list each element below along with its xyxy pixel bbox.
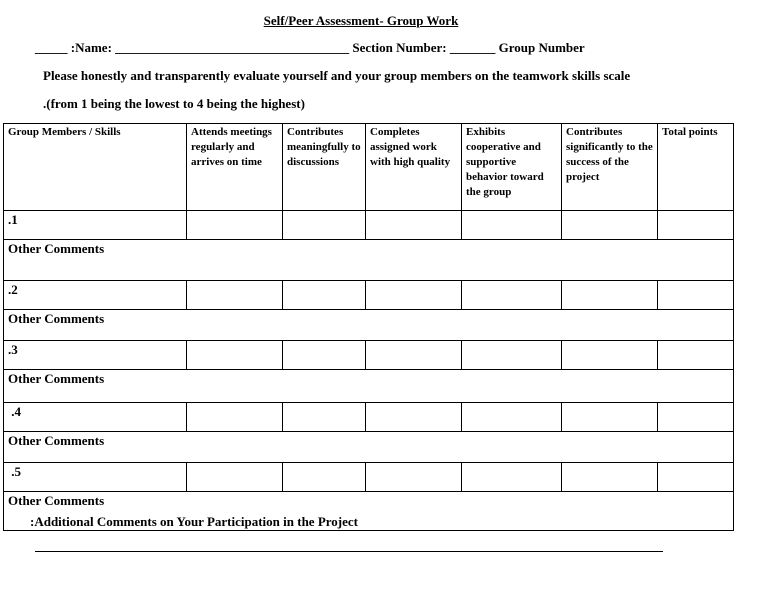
score-cell[interactable]	[366, 341, 462, 370]
score-cell[interactable]	[658, 403, 734, 432]
score-cell[interactable]	[462, 403, 562, 432]
member-number: .2	[4, 281, 187, 310]
column-header: Contributes significantly to the success of the project	[562, 124, 658, 211]
score-cell[interactable]	[562, 403, 658, 432]
score-cell[interactable]	[562, 341, 658, 370]
score-cell[interactable]	[462, 341, 562, 370]
score-cell[interactable]	[283, 463, 366, 492]
other-comments-label: Other Comments	[8, 311, 105, 326]
other-comments-cell[interactable]	[4, 240, 734, 281]
column-header: Completes assigned work with high quality	[366, 124, 462, 211]
score-cell[interactable]	[187, 211, 283, 240]
assessment-table	[3, 123, 734, 531]
score-cell[interactable]	[658, 211, 734, 240]
comments-row	[4, 370, 734, 403]
table-row	[4, 211, 734, 240]
score-cell[interactable]	[187, 281, 283, 310]
score-cell[interactable]	[658, 341, 734, 370]
column-header: Total points	[658, 124, 734, 211]
score-cell[interactable]	[187, 341, 283, 370]
score-cell[interactable]	[658, 281, 734, 310]
column-header: Contributes meaningfully to discussions	[283, 124, 366, 211]
table-row	[4, 281, 734, 310]
score-cell[interactable]	[562, 281, 658, 310]
additional-comments-line	[35, 551, 663, 552]
score-cell[interactable]	[366, 211, 462, 240]
score-cell[interactable]	[187, 403, 283, 432]
assessment-table-body	[4, 124, 734, 531]
table-row	[4, 403, 734, 432]
comments-row	[4, 432, 734, 463]
page-title: Self/Peer Assessment- Group Work	[263, 13, 459, 28]
score-cell[interactable]	[283, 211, 366, 240]
table-row	[4, 463, 734, 492]
member-number: .3	[4, 341, 187, 370]
member-number: .5	[4, 463, 187, 492]
score-cell[interactable]	[366, 463, 462, 492]
other-comments-cell[interactable]	[4, 310, 734, 341]
comments-row	[4, 310, 734, 341]
table-header-row	[4, 124, 734, 211]
column-header: Group Members / Skills	[4, 124, 187, 211]
column-header: Attends meetings regularly and arrives on time	[187, 124, 283, 211]
member-number: .1	[4, 211, 187, 240]
other-comments-cell[interactable]	[4, 370, 734, 403]
score-cell[interactable]	[462, 463, 562, 492]
score-cell[interactable]	[658, 463, 734, 492]
score-cell[interactable]	[462, 211, 562, 240]
name-section-group-line: _____ :Name: ____________________________________ Section Number: _______ Group Number	[35, 40, 585, 55]
table-row	[4, 341, 734, 370]
additional-comments-label: :Additional Comments on Your Participation in the Project	[30, 514, 358, 529]
score-cell[interactable]	[366, 403, 462, 432]
score-cell[interactable]	[283, 403, 366, 432]
scale-note: .(from 1 being the lowest to 4 being the highest)	[43, 96, 305, 111]
score-cell[interactable]	[283, 281, 366, 310]
score-cell[interactable]	[187, 463, 283, 492]
other-comments-label: Other Comments	[8, 241, 105, 256]
score-cell[interactable]	[366, 281, 462, 310]
other-comments-cell[interactable]	[4, 432, 734, 463]
column-header: Exhibits cooperative and supportive behavior toward the group	[462, 124, 562, 211]
score-cell[interactable]	[283, 341, 366, 370]
score-cell[interactable]	[462, 281, 562, 310]
other-comments-label: Other Comments	[8, 493, 105, 508]
other-comments-label: Other Comments	[8, 433, 105, 448]
instruction-text: Please honestly and transparently evaluate yourself and your group members on the teamwork skills scale	[43, 68, 631, 83]
comments-row	[4, 240, 734, 281]
member-number: .4	[4, 403, 187, 432]
score-cell[interactable]	[562, 211, 658, 240]
other-comments-label: Other Comments	[8, 371, 105, 386]
score-cell[interactable]	[562, 463, 658, 492]
